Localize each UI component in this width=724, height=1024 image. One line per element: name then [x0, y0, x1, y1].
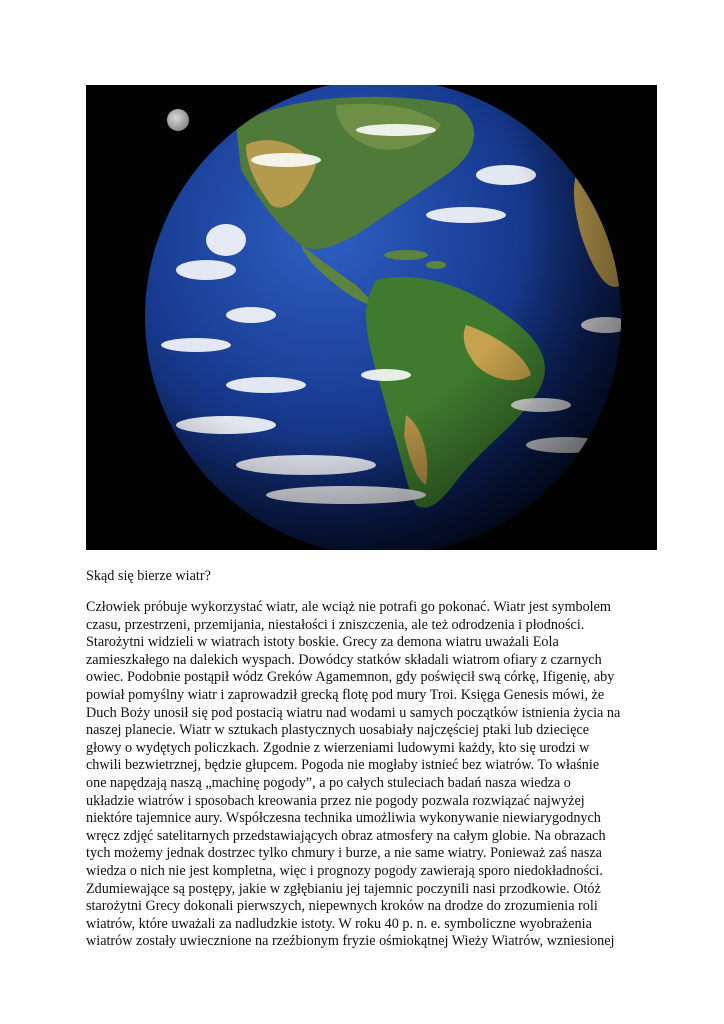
- paragraph-line: owiec. Podobnie postąpił wódz Greków Agamemnon, gdy poświęcił swą córkę, Ifigenię, aby: [86, 669, 615, 686]
- earth-globe-photo: [86, 85, 657, 550]
- paragraph-line: Człowiek próbuje wykorzystać wiatr, ale wciąż nie potrafi go pokonać. Wiatr jest symbolem: [86, 599, 611, 615]
- paragraph-line: powiał pomyślny wiatr i zaprowadził grecką flotę pod mury Troi. Księga Genesis mówi, że: [86, 686, 605, 703]
- paragraph-line: niektóre tajemnice aury. Współczesna technika umożliwia wykonywanie niewiarygodnych: [86, 810, 601, 827]
- paragraph-line: wiedza o nich nie jest kompletna, więc i prognozy pogody zawierają sporo niedokładności.: [86, 862, 603, 879]
- earth-globe-illustration: [86, 85, 657, 550]
- moon-icon: [167, 109, 189, 131]
- paragraph-line: Starożytni widzieli w wiatrach istoty boskie. Grecy za demona wiatru uważali Eola: [86, 634, 559, 651]
- paragraph-line: chwili bezwietrznej, będzie głupcem. Pogoda nie mogłaby istnieć bez wiatrów. To właśnie: [86, 757, 600, 774]
- paragraph-line: tych możemy jednak dostrzec tylko chmury i burze, a nie same wiatry. Ponieważ zaś nasza: [86, 845, 602, 862]
- paragraph-line: Duch Boży unosił się pod postacią wiatru nad wodami u samych początków istnienia życia na: [86, 704, 621, 721]
- paragraph-line: czasu, przestrzeni, przemijania, niestałości i zniszczenia, ale też odrodzenia i płodności.: [86, 616, 585, 633]
- paragraph-line: Zdumiewające są postępy, jakie w zgłębianiu jej tajemnic poczynili nasi przodkowie. Otóż: [86, 880, 601, 897]
- paragraph-line: naszej planecie. Wiatr w sztukach plastycznych uosabiały najczęściej ptaki lub dziecięce: [86, 722, 589, 739]
- body-paragraph: [86, 599, 657, 951]
- paragraph-line: wiatrów, które uważali za nadludzkie istoty. W roku 40 p. n. e. symboliczne wyobrażenia: [86, 915, 592, 932]
- paragraph-line: głowy o wydętych policzkach. Zgodnie z wierzeniami ludowymi każdy, kto się urodzi w: [86, 739, 590, 756]
- paragraph-line: wręcz zdjęć satelitarnych przedstawiających obraz atmosfery na całym globie. Na obrazach: [86, 827, 606, 844]
- paragraph-line: układzie wiatrów i sposobach kreowania przez nie pogody pozwala rozwiązać najwyżej: [86, 792, 585, 809]
- paragraph-line: wiatrów zostały uwiecznione na rzeźbionym fryzie ośmiokątnej Wieży Wiatrów, wzniesionej: [86, 933, 615, 950]
- paragraph-line: starożytni Grecy dokonali pierwszych, niepewnych kroków na drodze do zrozumienia roli: [86, 898, 598, 915]
- paragraph-line: one napędzają naszą „machinę pogody”, a po całych stuleciach badań nasza wiedza o: [86, 774, 571, 791]
- paragraph-line: zamieszkałego na dalekich wyspach. Dowódcy statków składali wiatrom ofiary z czarnych: [86, 651, 602, 668]
- page-heading: Skąd się bierze wiatr?: [86, 568, 211, 584]
